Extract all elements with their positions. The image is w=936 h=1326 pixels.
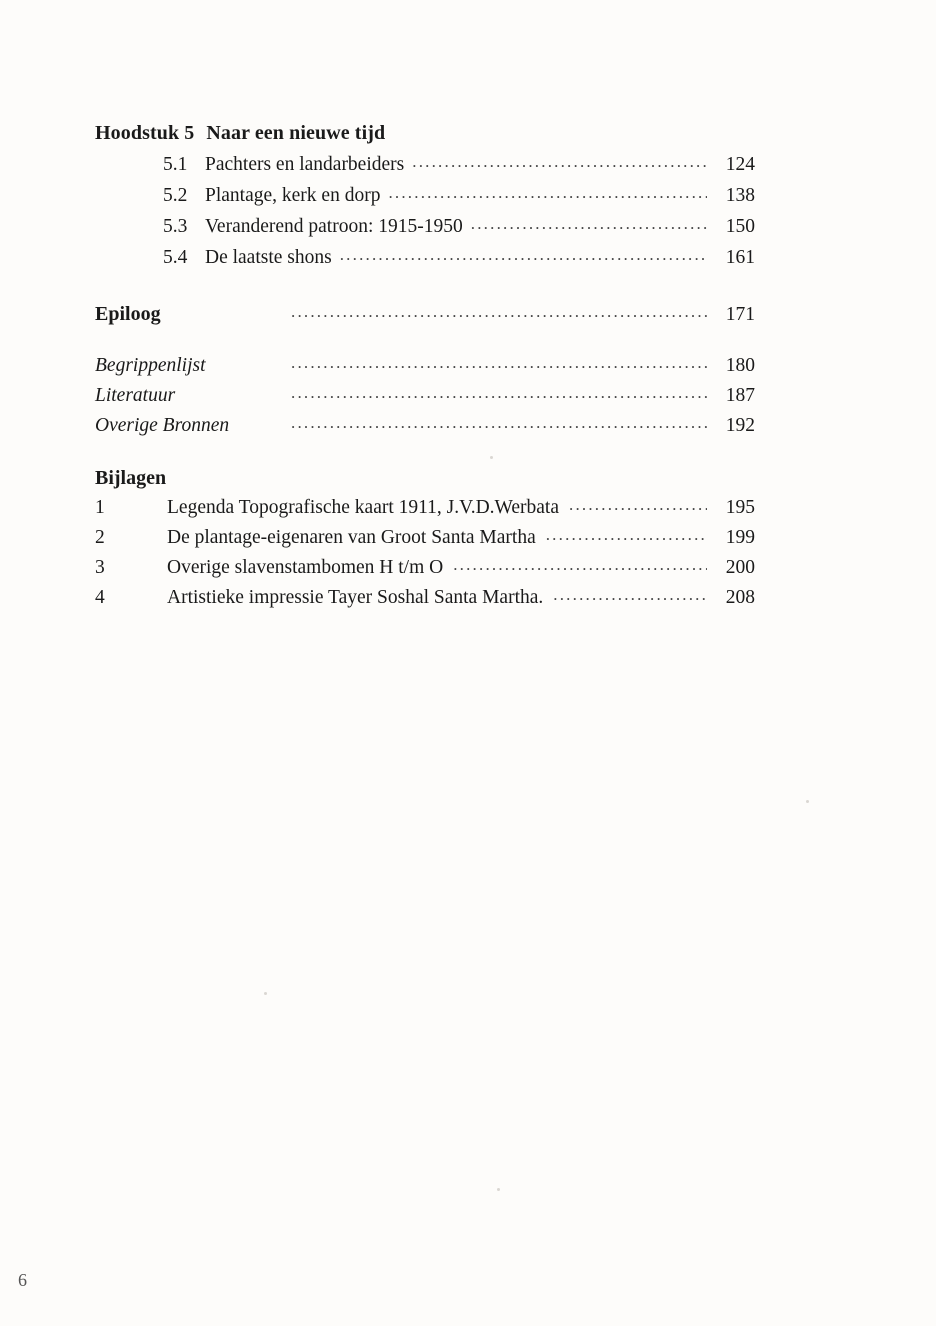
page-number: 124 [725, 154, 755, 175]
back-matter-list [95, 351, 755, 441]
section-title: Pachters en landarbeiders [205, 154, 405, 175]
dot-leader [412, 146, 707, 177]
scan-speck [497, 1188, 500, 1191]
toc-entry[interactable] [95, 553, 755, 583]
appendix-title: De plantage-eigenaren van Groot Santa Martha [167, 527, 536, 548]
toc-entry[interactable] [95, 351, 755, 381]
page-number: 138 [725, 185, 755, 206]
appendix-number: 4 [95, 587, 105, 608]
spacer [95, 441, 755, 467]
page-number: 200 [725, 557, 755, 578]
section-title: Plantage, kerk en dorp [205, 185, 381, 206]
section-number: 5.4 [163, 247, 188, 268]
appendix-number: 1 [95, 497, 105, 518]
page-number: 192 [725, 415, 755, 436]
appendix-number: 3 [95, 557, 105, 578]
chapter-number-label: Hoodstuk 5 [95, 122, 195, 144]
epilogue-block [95, 299, 755, 330]
chapter-title: Naar een nieuwe tijd [206, 122, 386, 144]
toc-entry[interactable] [95, 583, 755, 613]
back-matter-label: Begrippenlijst [95, 355, 206, 376]
appendices-heading: Bijlagen [95, 467, 167, 489]
section-number: 5.2 [163, 185, 188, 206]
back-matter-label: Literatuur [95, 385, 176, 406]
toc-entry[interactable] [95, 411, 755, 441]
page-number: 180 [725, 355, 755, 376]
appendix-number: 2 [95, 527, 105, 548]
toc-entry[interactable] [163, 149, 755, 180]
scan-speck [264, 992, 267, 995]
back-matter-label: Overige Bronnen [95, 415, 230, 436]
chapter-heading [95, 122, 755, 145]
scan-speck [806, 800, 809, 803]
dot-leader [569, 490, 707, 520]
folio-page-number: 6 [18, 1270, 27, 1290]
toc-entry[interactable] [95, 299, 755, 330]
page-number: 195 [725, 497, 755, 518]
dot-leader [388, 177, 707, 208]
page-number: 208 [725, 587, 755, 608]
section-title: Veranderend patroon: 1915-1950 [205, 216, 463, 237]
appendices-block [95, 467, 755, 613]
dot-leader [291, 378, 707, 408]
section-number: 5.1 [163, 154, 188, 175]
appendix-title: Overige slavenstambomen H t/m O [167, 557, 444, 578]
section-number: 5.3 [163, 216, 188, 237]
dot-leader [291, 348, 707, 378]
toc-entry[interactable] [163, 180, 755, 211]
table-of-contents [95, 122, 755, 613]
toc-entry[interactable] [163, 242, 755, 273]
chapter-section-list [163, 149, 755, 273]
dot-leader [546, 520, 707, 550]
toc-entry[interactable] [95, 381, 755, 411]
section-title: De laatste shons [205, 247, 332, 268]
dot-leader [471, 208, 707, 239]
page-number: 150 [725, 216, 755, 237]
toc-entry[interactable] [95, 493, 755, 523]
epilogue-label: Epiloog [95, 303, 161, 325]
toc-entry[interactable] [95, 523, 755, 553]
page-number: 199 [725, 527, 755, 548]
dot-leader [291, 408, 707, 438]
appendix-title: Legenda Topografische kaart 1911, J.V.D.Werbata [167, 497, 559, 518]
dot-leader [453, 550, 707, 580]
dot-leader [291, 296, 707, 327]
appendix-title: Artistieke impressie Tayer Soshal Santa Martha. [167, 587, 544, 608]
page-number: 187 [725, 385, 755, 406]
toc-entry[interactable] [163, 211, 755, 242]
page-number: 171 [725, 304, 755, 325]
dot-leader [340, 239, 707, 270]
page-number: 161 [725, 247, 755, 268]
dot-leader [553, 580, 707, 610]
